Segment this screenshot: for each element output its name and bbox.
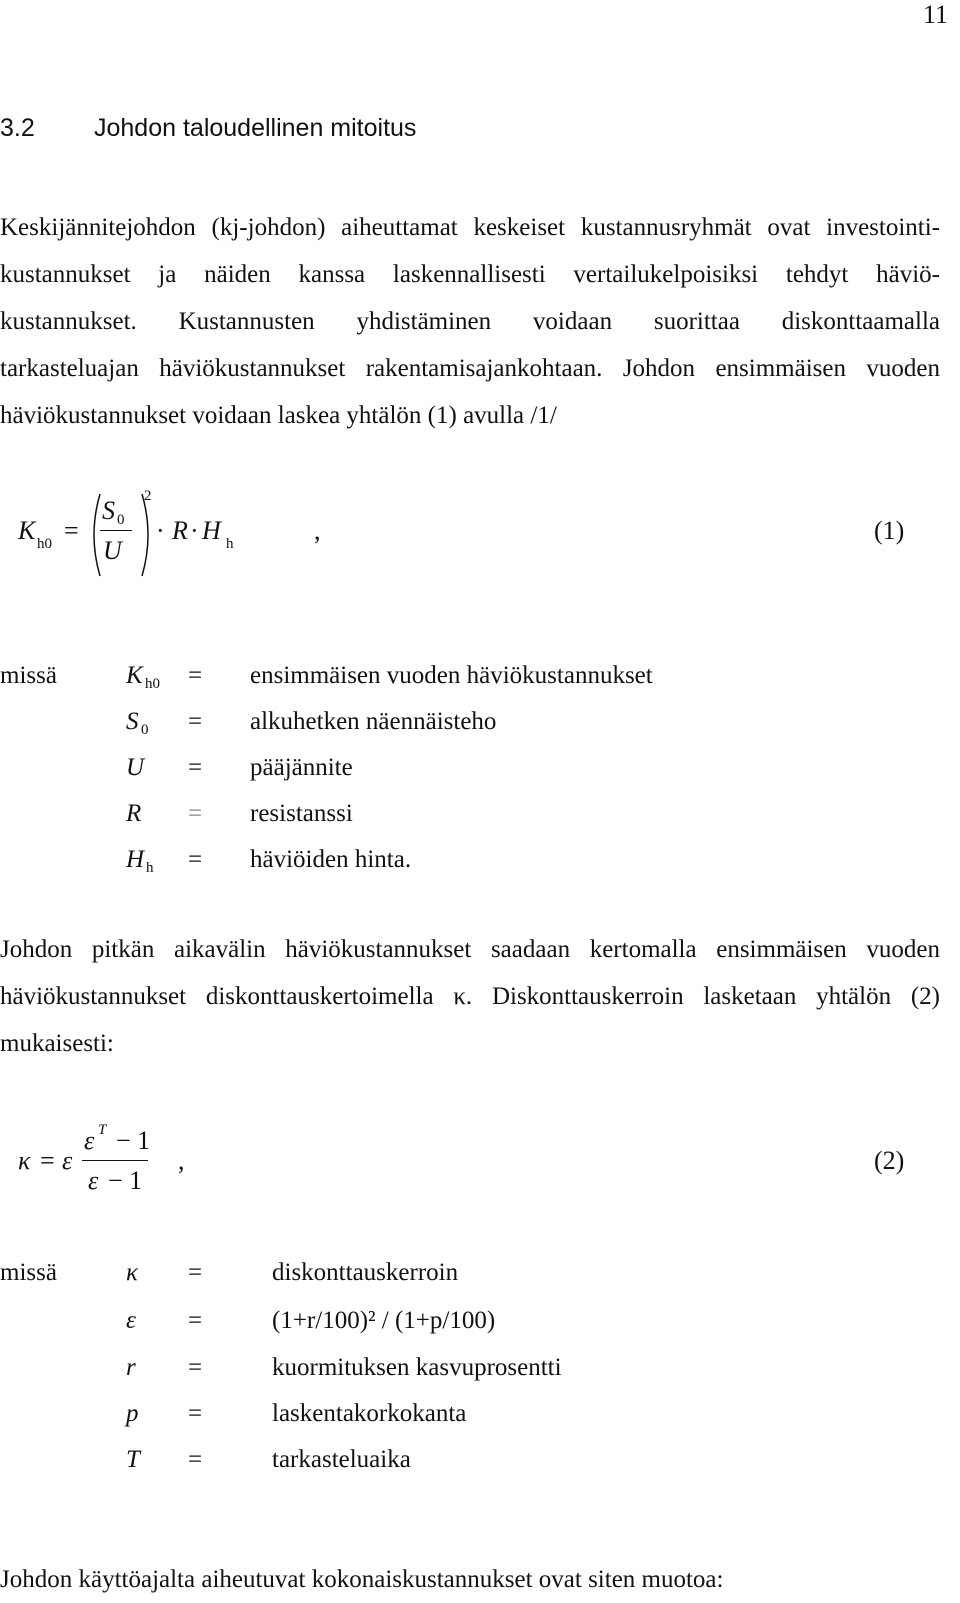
def-equals: = — [188, 1400, 203, 1427]
def-equals: = — [188, 1307, 203, 1334]
defs2-row — [0, 1354, 940, 1384]
defs1-intro: missä — [0, 662, 57, 689]
eq2-den-minus-one: − 1 — [108, 1166, 143, 1195]
paragraph-line: Johdon käyttöajalta aiheutuvat kokonaiskustannukset ovat siten muotoa: — [0, 1566, 724, 1593]
paragraph-line: Johdon pitkän aikavälin häviökustannukset saadaan kertomalla ensimmäisen vuoden — [0, 936, 940, 963]
def-symbol: κ — [126, 1259, 138, 1286]
eq2-num-T: T — [98, 1122, 107, 1138]
def-symbol: K — [126, 662, 143, 689]
def-equals: = — [188, 1259, 203, 1286]
eq1-dot2: · — [190, 516, 199, 545]
def-symbol: p — [126, 1400, 139, 1427]
defs1-row — [0, 800, 940, 830]
paragraph-3 — [0, 1556, 940, 1603]
defs1-row — [0, 846, 940, 876]
def-symbol: r — [126, 1354, 136, 1381]
def-equals: = — [188, 1354, 203, 1381]
def-symbol: H — [126, 846, 145, 873]
def-description: resistanssi — [250, 800, 353, 827]
eq1-dot: · — [156, 516, 165, 545]
equation-2 — [0, 1120, 940, 1200]
def-equals: = — [188, 708, 203, 735]
eq1-R: R — [172, 516, 188, 545]
def-description: tarkasteluaika — [272, 1446, 411, 1473]
def-equals: = — [188, 1446, 203, 1473]
defs2-row — [0, 1259, 940, 1289]
section-heading — [0, 114, 416, 143]
eq1-S-sub: 0 — [117, 512, 125, 528]
def-symbol: T — [126, 1446, 140, 1473]
def-description: kuormituksen kasvuprosentti — [272, 1354, 562, 1381]
paragraph-line: tarkasteluajan häviökustannukset rakentamisajankohtaan. Johdon ensimmäisen vuoden — [0, 355, 940, 382]
eq1-equals: = — [64, 516, 79, 545]
paragraph-2 — [0, 926, 940, 1067]
eq1-K-sub: h0 — [37, 536, 52, 552]
def-symbol: R — [126, 800, 142, 827]
eq1-H-sub: h — [226, 536, 234, 552]
def-description: ensimmäisen vuoden häviökustannukset — [250, 662, 653, 689]
eq1-U: U — [103, 536, 122, 565]
def-description: häviöiden hinta. — [250, 846, 412, 873]
def-description: (1+r/100)² / (1+p/100) — [272, 1307, 496, 1334]
eq1-comma: , — [314, 516, 321, 545]
defs1-row — [0, 662, 940, 692]
def-symbol: ε — [126, 1307, 136, 1334]
page-number: 11 — [922, 0, 948, 29]
eq2-label: (2) — [874, 1146, 905, 1175]
eq1-exponent: 2 — [144, 488, 152, 504]
def-equals: = — [188, 662, 203, 689]
defs2-row — [0, 1446, 940, 1476]
def-symbol: S — [126, 708, 139, 735]
eq1-S: S — [102, 496, 115, 525]
eq2-fraction-bar — [82, 1160, 148, 1161]
equation-1 — [0, 480, 940, 590]
defs1-row — [0, 708, 940, 738]
def-description: alkuhetken näennäisteho — [250, 708, 497, 735]
eq2-num-minus-one: − 1 — [116, 1126, 151, 1155]
def-symbol-sub: 0 — [141, 722, 149, 738]
eq1-fraction-bar — [100, 530, 132, 531]
eq1-K: K — [18, 516, 36, 545]
eq2-kappa: κ — [18, 1146, 31, 1175]
def-description: pääjännite — [250, 754, 353, 781]
def-symbol-sub: h — [146, 860, 154, 876]
defs1-row — [0, 754, 940, 784]
eq1-label: (1) — [874, 516, 905, 545]
def-symbol-sub: h0 — [145, 676, 160, 692]
eq2-equals: = — [40, 1146, 55, 1175]
eq1-H: H — [202, 516, 221, 545]
paragraph-line: kustannukset. Kustannusten yhdistäminen voidaan suorittaa diskonttaamalla — [0, 308, 940, 335]
paragraph-line: häviökustannukset diskonttauskertoimella κ. Diskonttauskerroin lasketaan yhtälön (2) — [0, 983, 940, 1010]
def-equals: = — [188, 754, 203, 781]
paragraph-1 — [0, 204, 940, 439]
eq2-num-epsilon: ε — [84, 1126, 95, 1155]
def-description: laskentakorkokanta — [272, 1400, 467, 1427]
eq2-epsilon: ε — [62, 1146, 73, 1175]
paragraph-line: Keskijännitejohdon (kj-johdon) aiheuttamat keskeiset kustannusryhmät ovat investointi- — [0, 214, 940, 241]
section-title: Johdon taloudellinen mitoitus — [94, 114, 417, 142]
def-description: diskonttauskerroin — [272, 1259, 459, 1286]
def-symbol: U — [126, 754, 145, 781]
eq2-den-epsilon: ε — [88, 1166, 99, 1195]
defs2-intro: missä — [0, 1259, 57, 1286]
paragraph-line: kustannukset ja näiden kanssa laskennallisesti vertailukelpoisiksi tehdyt häviö- — [0, 261, 940, 288]
section-number: 3.2 — [0, 114, 35, 142]
paragraph-line: häviökustannukset voidaan laskea yhtälön (1) avulla /1/ — [0, 402, 557, 429]
defs2-row — [0, 1307, 940, 1337]
eq2-comma: , — [178, 1146, 185, 1175]
def-equals: = — [188, 846, 203, 873]
defs2-row — [0, 1400, 940, 1430]
paragraph-line: mukaisesti: — [0, 1030, 114, 1057]
def-equals: = — [188, 800, 203, 827]
